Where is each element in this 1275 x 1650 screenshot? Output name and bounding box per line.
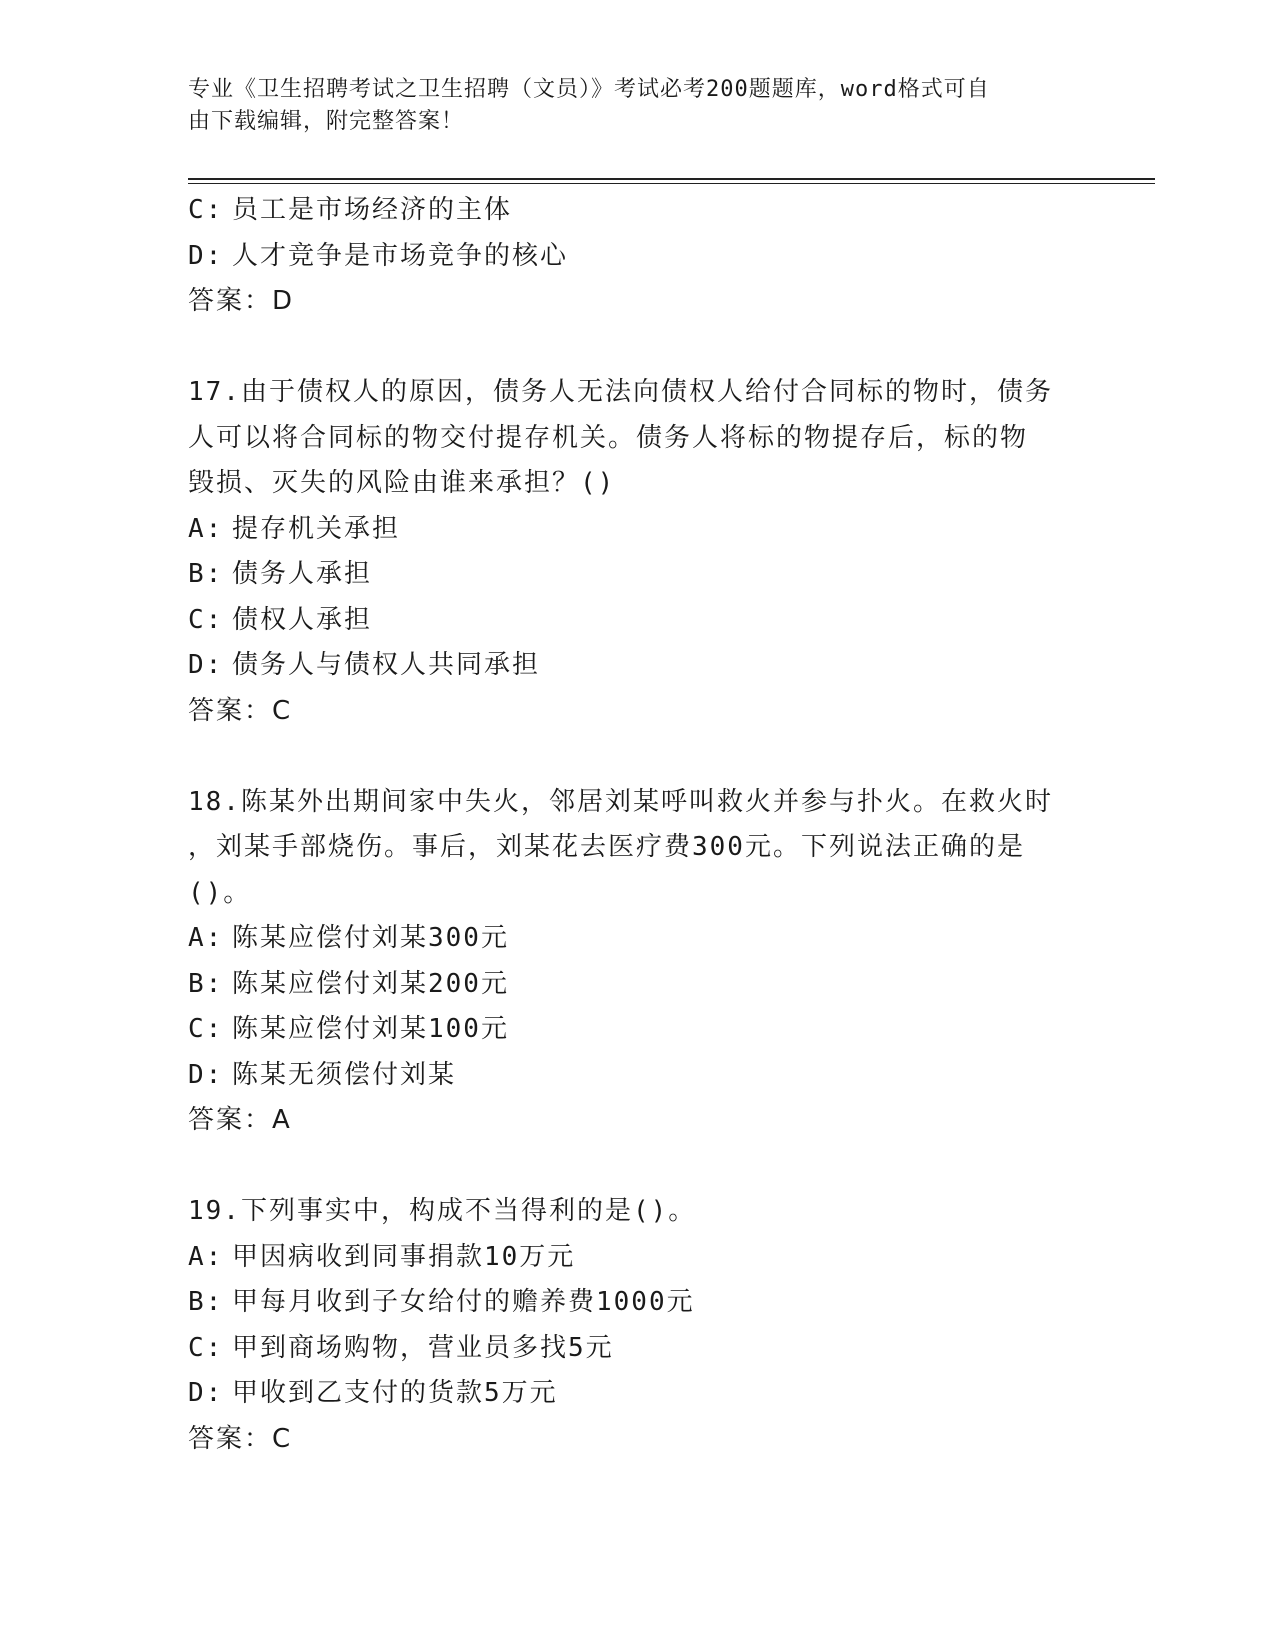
option-a: A: 陈某应偿付刘某300元 xyxy=(188,923,509,953)
option-d: D: 人才竞争是市场竞争的核心 xyxy=(188,240,569,271)
header-divider-thick xyxy=(188,178,1155,180)
question-19 xyxy=(188,1189,1088,1462)
option-b: B: 甲每月收到子女给付的赡养费1000元 xyxy=(188,1287,695,1317)
option-c: C: 陈某应偿付刘某100元 xyxy=(188,1014,509,1044)
option-b: B: 陈某应偿付刘某200元 xyxy=(188,968,509,999)
answer-line: 答案：D xyxy=(188,286,295,316)
question-stem-line: 19.下列事实中，构成不当得利的是()。 xyxy=(188,1196,697,1226)
header-divider-thin xyxy=(188,183,1155,184)
document-header xyxy=(188,74,1068,138)
question-stem-line: ()。 xyxy=(188,877,252,908)
option-c: C: 甲到商场购物，营业员多找5元 xyxy=(188,1332,614,1363)
header-line-2: 由下载编辑，附完整答案！ xyxy=(188,109,465,134)
answer-line: 答案：C xyxy=(188,1423,293,1454)
header-line-1: 专业《卫生招聘考试之卫生招聘（文员）》考试必考200题题库，word格式可自 xyxy=(188,77,990,102)
question-stem-line: 17.由于债权人的原因，债务人无法向债权人给付合同标的物时，债务 xyxy=(188,377,1053,407)
question-stem-line: 18.陈某外出期间家中失火，邻居刘某呼叫救火并参与扑火。在救火时 xyxy=(188,786,1053,817)
option-d: D: 甲收到乙支付的货款5万元 xyxy=(188,1378,558,1408)
question-stem-line: ，刘某手部烧伤。事后，刘某花去医疗费300元。下列说法正确的是 xyxy=(188,832,1025,862)
option-b: B: 债务人承担 xyxy=(188,559,373,589)
question-18 xyxy=(188,780,1088,1144)
question-17 xyxy=(188,370,1088,734)
question-list xyxy=(188,188,1088,1462)
answer-line: 答案：A xyxy=(188,1105,292,1135)
carryover-block xyxy=(188,188,1088,325)
question-stem-line: 人可以将合同标的物交付提存机关。债务人将标的物提存后，标的物 xyxy=(188,422,1029,453)
answer-line: 答案：C xyxy=(188,695,293,726)
option-c: C: 债权人承担 xyxy=(188,604,373,635)
option-d: D: 陈某无须偿付刘某 xyxy=(188,1059,457,1090)
option-a: A: 甲因病收到同事捐款10万元 xyxy=(188,1241,576,1272)
option-a: A: 提存机关承担 xyxy=(188,513,401,544)
option-c: C: 员工是市场经济的主体 xyxy=(188,195,513,225)
option-d: D: 债务人与债权人共同承担 xyxy=(188,650,541,680)
question-stem-line: 毁损、灭失的风险由谁来承担？() xyxy=(188,468,616,498)
